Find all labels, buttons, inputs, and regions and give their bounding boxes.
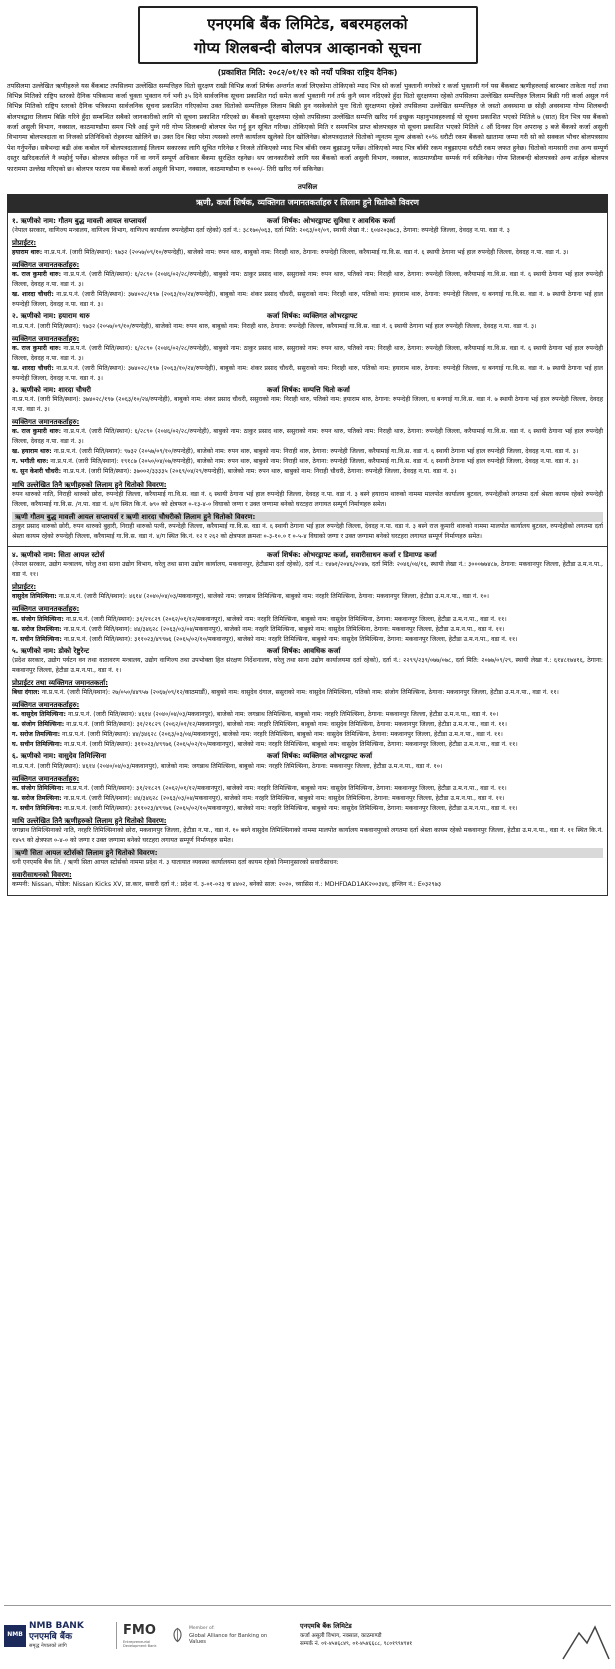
person-details: ना.प्र.प.नं. (जारी मिति/स्थान): ४६१४ (२०४०/०४/०३/मकवानपुर), बाजेको नाम: जगन्नाथ तिमिल्सिना, बाबुको नाम: नरहरि तिमिल्सिना, ठेगाना: मकवानपुर जिल्ला, हेटौडा उ.म.न.पा., वडा नं. १०। xyxy=(67,711,499,719)
section-heading: प्रोप्राईटर: xyxy=(12,583,37,592)
loan-title-row xyxy=(12,550,603,560)
tapsil-label: तपसिल xyxy=(297,182,318,191)
person-name: घ. सचीन तिमिल्सिना: xyxy=(12,741,63,749)
collateral2-heading: ऋणी सिता आयल स्टोर्सको लिलाम हुने धितोको विवरण: xyxy=(12,848,603,858)
guarantor-entry xyxy=(12,467,603,477)
footer-bar xyxy=(4,1605,611,1665)
person-details: ना.प्र.प.नं. (जारी मिति/स्थान): ३७००२/३३३३५ (२०६९/०४/२९/रुपन्देही), बाजेको नाम: रुपन थारु, बाबुको नाम: निराही चौधरी, ठेगाना: रुपन्देही जिल्ला, देवदह न.पा. वडा नं. ३। xyxy=(63,468,457,476)
guarantor-entry xyxy=(12,804,603,814)
person-name: क. राज कुमारी थारु: xyxy=(12,271,62,279)
loan-type: कर्जा शिर्षक: सम्पत्ति धितो कर्जा xyxy=(267,385,350,394)
person-details: ना.प्र.प.नं. (जारी मिति/स्थान): ६/२८९० (२०४६/०२/२८/रुपन्देही), बाबुको नाम: ठाकुर प्रसाद थारु, ससुराको नाम: रुपन थारु, पतिको नाम: निराही थारु, ठेगाना: रुपन्देही जिल्ला, करैयामाई गा.वि.स. वडा नं. ६ स्थायी ठेगाना भई हाल रुपन्देही जिल्ला, देवदह न.पा. वडा नं. ३। xyxy=(12,271,603,289)
mountain-icon xyxy=(561,1621,611,1661)
person-name: ख. शारदा चौधरी: xyxy=(12,364,54,372)
person-name: वासुदेव तिमिल्सिना: xyxy=(12,593,57,601)
person-name: हयाराम थारु: xyxy=(12,249,43,257)
loan-details-blocks xyxy=(4,212,611,896)
person-name: क. राज कुमारी थारु: xyxy=(12,344,62,352)
guarantor-entry xyxy=(12,248,603,258)
guarantor-entry xyxy=(12,784,603,794)
person-details: ना.प्र.प.नं. (जारी मिति/स्थान): ४४/३४६२८ (२०६३/०३/०४/मकवानपुर), बाजेको नाम: नरहरि तिमिल्सिना, बाबुको नाम: वासुदेव तिमिल्सिना, ठेगाना: मकवानपुर जिल्ला, हेटौडा उ.म.न.पा., वडा नं. ११। xyxy=(62,731,503,739)
notice-title-line1: एनएमबि बैंक लिमिटेड, बबरमहलको xyxy=(207,15,408,33)
collateral2-description: ठाकुर प्रसाद थारुको छोरी, रुपन थारुको बुहारी, निराही थारुको पत्नी, रुपन्देही जिल्ला, करैयामाई गा.वि.स. वडा नं. ६ स्थायी ठेगाना भई हाल रुपन्देही जिल्ला, देवदह न.पा. वडा नं. ३ बस्ने राज कुमारी थारुको नाममा मालपोत कार्यालय बुटवल, रुपन्देहीको लगतमा दर्ता श्रेस्ता कायम रहेको रुपन्देही जिल्ला, करैयामाई गा.वि.स. वडा नं. ४/ग स्थित कि.नं. १२ र २६२ को क्षेत्रफल क्रमशः ०-३-१०.० र ०-५-४ विघाको जग्गा र उक्त जग्गामा बनेको घरटहरा लगायत सम्पूर्ण निर्माणहरु समेत। xyxy=(12,522,603,540)
guarantor-entry xyxy=(12,615,603,625)
person-name: घ. सुन केशरी चौधरी: xyxy=(12,468,62,476)
guarantor-entry xyxy=(12,688,603,698)
person-details: ना.प्र.प.नं. (जारी मिति/स्थान): ३१/२१८२९ (२०६२/०१/१२/मकवानपुर), बाजेको नाम: नरहरि तिमिल्सिना, बाबुको नाम: वासुदेव तिमिल्सिना, ठेगाना: मकवानपुर जिल्ला, हेटौडा उ.म.न.पा., वडा नं. ११। xyxy=(66,721,507,729)
person-details: ना.प्र.प.नं. (जारी मिति/स्थान): ३११०२३/४९९७६ (२०६५/०२/१०/मकवानपुर), बाजेको नाम: नरहरि तिमिल्सिना, बाबुको नाम: वासुदेव तिमिल्सिना, ठेगाना: मकवानपुर जिल्ला, हेटौडा उ.म.न.पा., वडा नं. ११। xyxy=(63,804,518,812)
section-heading: व्यक्तिगत जमानतकर्ताहरु: xyxy=(12,334,80,343)
person-details: ना.प्र.प.नं. (जारी मिति/स्थान): ३११०२३/४९९७६ (२०६५/०२/१०/मकवानपुर), बाजेको नाम: नरहरि तिमिल्सिना, बाबुको नाम: वासुदेव तिमिल्सिना, ठेगाना: मकवानपुर जिल्ला, हेटौडा उ.म.न.पा., वडा नं. ११। xyxy=(64,741,518,749)
person-name: ग. भगौती थारु: xyxy=(12,458,49,466)
collateral-description: जगन्नाथ तिमिल्सिनाको नाति, नरहरि तिमिल्सिनाको छोरा, मकवानपुर जिल्ला, हेटौडा न.पा., वडा नं. १० बस्ने वासुदेव तिमिल्सिनाको नाममा मालपोत कार्यालय मकवानपुरको लगतमा दर्ता श्रेस्ता कायम रहेको मकवानपुर जिल्ला, हेटौडा उ.म.न.पा., वडा नं. ११ स्थित कि.नं. १४५९ को क्षेत्रफल ०-४-० को जग्गा र उक्त जग्गामा बनेको घरटहरा लगायत सम्पूर्ण निर्माणहरु समेत। xyxy=(12,827,603,845)
guarantor-entry xyxy=(12,427,603,447)
loan-title-row xyxy=(12,646,603,656)
fmo-logo-mark: FMO xyxy=(123,1623,156,1639)
borrower-name: २. ऋणीको नाम: हयाराम थारु xyxy=(12,312,90,321)
loan-title-row xyxy=(12,311,603,321)
gabv-member-label: Member of: xyxy=(189,1626,215,1631)
borrower-description: (प्रदेश सरकार, उद्योग पर्यटन वन तथा वातावरण मन्त्रालय, उद्योग वाणिज्य तथा उपभोक्ता हित संरक्षण निर्देशनालय, घरेलु तथा साना उद्योग कार्यालयमा दर्ता रहेको), दर्ता नं.: २२९९/२३९/०७७/०७८, दर्ता मिति: २०७७/०९/२९, स्थायी लेखा नं.: ६१४८१७४१६, ठेगाना: मकवानपुर जिल्ला, हेटौडा उ.म.न.पा., वडा नं. १। xyxy=(12,656,603,674)
borrower-description: ना.प्र.प.नं. (जारी मिति/स्थान): ९७३२ (२०५७/०९/१०/रुपन्देही), बाजेको नाम: रुपन थारु, बाबुको नाम: निराही थारु, ठेगाना: रुपन्देही जिल्ला, करैयामाई गा.वि.स. वडा नं. ६ स्थायी ठेगाना भई हाल रुपन्देही जिल्ला, देवदह न.पा. वडा नं. ३। xyxy=(12,322,537,330)
person-details: ना.प्र.प.नं. (जारी मिति/स्थान): ३१/२१८२९ (२०६२/०१/१२/मकवानपुर), बाजेको नाम: नरहरि तिमिल्सिना, बाबुको नाम: वासुदेव तिमिल्सिना, ठेगाना: मकवानपुर जिल्ला, हेटौडा उ.म.न.पा., वडा नं. ११। xyxy=(65,784,507,792)
person-name: क. राज कुमारी थारु: xyxy=(12,428,62,436)
loan-title-row xyxy=(12,216,603,226)
vehicle-heading: सवारीसाधनको विवरण: xyxy=(12,871,72,880)
loan-type: कर्जा शिर्षक: आवधिक कर्जा xyxy=(267,646,341,655)
person-name: ख. सरोज तिमल्सिना: xyxy=(12,794,62,802)
loan-title-row xyxy=(12,751,603,761)
guarantor-entry xyxy=(12,730,603,740)
section-heading: व्यक्तिगत जमानतकर्ताहरु: xyxy=(12,701,80,710)
guarantor-entry xyxy=(12,794,603,804)
loan-type: कर्जा शिर्षक: ओभरड्राफ्ट कर्जा, सवारीसाधन कर्जा र डिमाण्ड कर्जा xyxy=(267,551,437,559)
notice-title-line2: गोप्य शिलबन्दी बोलपत्र आव्हानको सूचना xyxy=(193,39,422,57)
borrower-description: (नेपाल सरकार, वाणिज्य मन्त्रालय, वाणिज्य विभाग, वाणिज्य कार्यालय रुपन्देहीमा दर्ता रहेको) दर्ता नं.: ३८१७०/०६३, दर्ता मिति: २०६३/०१/०९, स्थायी लेखा नं.: ६०४२०३७८३, ठेगाना: रुपन्देही जिल्ला, देवदह न.पा. वडा नं. ३ xyxy=(12,226,510,234)
contact-address: कर्जा असुली विभाग, नक्साल, काठमाण्डौ xyxy=(300,1633,382,1640)
person-details: ना.प्र.प.नं. (जारी मिति/स्थान): १९१८७ (२०५०/०४/०७/रुपन्देही), बाजेको नाम: रुपन थारु, बाबुको नाम: निराही थारु, ठेगाना: रुपन्देही जिल्ला, करैयामाई गा.वि.स. वडा नं. ६ स्थायी ठेगाना भई हाल रुपन्देही जिल्ला, देवदह न.पा. वडा नं. ३। xyxy=(50,458,579,466)
borrower-description: ना.प्र.प.नं. (जारी मिति/स्थान): ४६१४ (२०४०/०४/०३/मकवानपुर), बाजेको नाम: जगन्नाथ तिमिल्सिना, बाबुको नाम: नरहरि तिमिल्सिना, ठेगाना: मकवानपुर जिल्ला, हेटौडा उ.म.न.पा., वडा नं. १०। xyxy=(12,762,443,770)
person-details: ना.प्र.प.नं. (जारी मिति/स्थान): ४४/३४६२८ (२०६३/०३/०४/मकवानपुर), बाजेको नाम: नरहरि तिमिल्सिना, बाबुको नाम: वासुदेव तिमिल्सिना, ठेगाना: मकवानपुर जिल्ला, हेटौडा उ.म.न.पा., वडा नं. ११। xyxy=(63,794,505,802)
borrower-description: (नेपाल सरकार, उद्योग मन्त्रालय, घरेलु तथा साना उद्योग विभाग, घरेलु तथा साना उद्योग कार्यालय, मकवानपुर, हेटौडामा दर्ता रहेको), दर्ता नं.: १४७१/२०४६/२०४७, दर्ता मिति: २०४६/०४/१६, स्थायी लेखा नं.: ३०००७७४८७, ठेगाना: मकवानपुर जिल्ला, हेटौडा उ.म.न.पा., वडा नं. ११। xyxy=(12,561,603,579)
collateral2-description: धनी एनएमबि बैंक लि. / ऋणी सिता आयल स्टोर्सको नाममा प्रदेश नं. ३ यातायात व्यवस्था कार्यालयमा दर्ता कायम रहेको निम्नानुसारको सवारीसाधन: xyxy=(12,859,339,867)
loan-block xyxy=(7,547,608,896)
nmb-tagline: समृद्ध नेपालको लागि xyxy=(29,1642,67,1649)
collateral-description: रुपन थारुको नाति, निराही थारुको छोरा, रुपन्देही जिल्ला, करैयामाई गा.वि.स. वडा नं. ६ स्थायी ठेगाना भई हाल रुपन्देही जिल्ला, देवदह न.पा. वडा नं. ३ बस्ने हयाराम थारुको नाममा मालपोत कार्यालय बुटवल, रुपन्देहीको लगतमा दर्ता श्रेस्ता कायम रहेको रुपन्देही जिल्ला, करैयामाई गा.वि.स. /न.पा. वडा नं. ४/ग स्थित कि.नं. ७९० को क्षेत्रफल ०-१३-४-० विघाको जग्गा र उक्त जग्गामा बनेको घरटहरा लगायत सम्पूर्ण निर्माणहरु समेत। xyxy=(12,490,603,508)
nmb-logo-np: एनएमबि बैंक xyxy=(29,1631,72,1642)
guarantor-entry xyxy=(12,720,603,730)
person-name: ख. संजोग तिमिल्सिना: xyxy=(12,721,65,729)
guarantor-entry xyxy=(12,364,603,384)
person-details: ना.प्र.प.नं. (जारी मिति/स्थान): ६/२८९० (२०४६/०२/२८/रुपन्देही), बाबुको नाम: ठाकुर प्रसाद थारु, ससुराको नाम: रुपन थारु, पतिको नाम: निराही थारु, ठेगाना: रुपन्देही जिल्ला, करैयामाई गा.वि.स. वडा नं. ६ स्थायी ठेगाना भई हाल रुपन्देही जिल्ला, देवदह न.पा. वडा नं. ३। xyxy=(12,428,603,446)
person-details: ना.प्र.प.नं. (जारी मिति/स्थान): ३११०२३/४९९७६ (२०६५/०२/१०/मकवानपुर), बाजेको नाम: नरहरि तिमिल्सिना, बाबुको नाम: वासुदेव तिमिल्सिना, ठेगाना: मकवानपुर जिल्ला, हेटौडा उ.म.न.पा., वडा नं. ११। xyxy=(63,635,518,643)
vehicle-details: कम्पनी: Nissan, मोडेल: Nissan Kicks XV, प्रा.कार, सवारी दर्ता नं.: प्रदेश नं. ३-०१-०२३ च ४४०२, बनेको साल: २०२०, च्यासिस नं.: MDHFDAD1AK२००३४६, इन्जिन नं.: E०३२९७३ xyxy=(12,881,442,889)
person-name: क. संजोग तिमिल्सिना: xyxy=(12,615,64,623)
person-details: ना.प्र.प.नं. (जारी मिति/स्थान): ३७४०२८/१९७ (२०६३/१०/२४/रुपन्देही), बाबुको नाम: शंकर प्रसाद चौधरी, ससुराको नाम: निराही थारु, पतिको नाम: हयाराम थारु, ठेगाना: रुपन्देही जिल्ला, ध बनगाई गा.वि.स. वडा नं. ७ स्थायी ठेगाना भई हाल रुपन्देही जिल्ला, देवदह न.पा. वडा नं. ३। xyxy=(12,364,603,382)
person-details: ना.प्र.प.नं. (जारी मिति/स्थान): २७/०५०/४४९५७ (२०६७/०९/१२/काठमाडौं), बाबुको नाम: वासुदेव दंगाल, ससुराको नाम: वासुदेव तिमिल्सिना, पतिको नाम: संजोग तिमिल्सिना, ठेगाना: मकवानपुर जिल्ला, हेटौडा उ.म.न.पा., वडा नं. ११। xyxy=(41,689,559,697)
section-heading: व्यक्तिगत जमानतकर्ताहरु: xyxy=(12,418,80,427)
loan-type: कर्जा शिर्षक: व्यक्तिगत ओभरड्राफ्ट कर्जा xyxy=(267,752,373,761)
borrower-name: १. ऋणीको नाम: गौतम बुद्ध मावली आयल सप्लायर्स xyxy=(12,216,147,225)
section-heading: प्रोप्राईटर: xyxy=(12,238,37,247)
person-details: ना.प्र.प.नं. (जारी मिति/स्थान): ३१/२१८२९ (२०६२/०१/१२/मकवानपुर), बाजेको नाम: नरहरि तिमिल्सिना, बाबुको नाम: वासुदेव तिमिल्सिना, ठेगाना: मकवानपुर जिल्ला, हेटौडा उ.म.न.पा., वडा नं. ११। xyxy=(65,615,507,623)
guarantor-entry xyxy=(12,740,603,750)
person-details: ना.प्र.प.नं. (जारी मिति/स्थान): ४४/३४६२८ (२०६३/०३/०४/मकवानपुर), बाजेको नाम: नरहरि तिमिल्सिना, बाबुको नाम: वासुदेव तिमिल्सिना, ठेगाना: मकवानपुर जिल्ला, हेटौडा उ.म.न.पा., वडा नं. ११। xyxy=(63,625,505,633)
publication-date: (प्रकाशित मिति: २०८२/०१/१२ को नयाँ पत्रिका राष्ट्रिय दैनिक) xyxy=(217,68,398,77)
person-name: ख. सरोज तिमल्सिना: xyxy=(12,625,62,633)
guarantor-entry xyxy=(12,270,603,290)
gabv-logo xyxy=(170,1626,280,1645)
guarantor-entry xyxy=(12,592,603,602)
nmb-logo-mark: NMB xyxy=(4,1625,26,1647)
section-heading: व्यक्तिगत जमानतकर्ताहरु: xyxy=(12,605,80,614)
loan-type: कर्जा शिर्षक: व्यक्तिगत ओभरड्राफ्ट xyxy=(267,312,358,321)
nmb-logo-en: NMB BANK xyxy=(29,1621,84,1632)
person-name: ख. शारदा चौधरी: xyxy=(12,291,54,299)
fmo-logo xyxy=(116,1622,158,1649)
contact-phone: सम्पर्क नं. ०१-४५४६८४९, ०१-४५४६६८८, ९८०१९९४९४१ xyxy=(300,1641,413,1648)
person-details: ना.प्र.प.नं. (जारी मिति/स्थान): ६/२८९० (२०४६/०२/२८/रुपन्देही), बाबुको नाम: ठाकुर प्रसाद थारु, ससुराको नाम: रुपन थारु, पतिको नाम: निराही थारु, ठेगाना: रुपन्देही जिल्ला, करैयामाई गा.वि.स. वडा नं. ६ स्थायी ठेगाना भई हाल रुपन्देही जिल्ला, देवदह न.पा. वडा नं. ३। xyxy=(12,344,603,362)
person-details: ना.प्र.प.नं. (जारी मिति/स्थान): ३७४०२८/१९७ (२०६३/१०/२४/रुपन्देही), बाबुको नाम: शंकर प्रसाद चौधरी, ससुराको नाम: निराही थारु, पतिको नाम: हयाराम थारु, ठेगाना: रुपन्देही जिल्ला, ध बनगाई गा.वि.स. वडा नं. ७ स्थायी ठेगाना भई हाल रुपन्देही जिल्ला, देवदह न.पा. वडा नं. ३। xyxy=(12,291,603,309)
guarantor-entry xyxy=(12,625,603,635)
fmo-subtitle: Entrepreneurial Development Bank xyxy=(123,1640,157,1648)
borrower-name: ३. ऋणीको नाम: शारदा चौधरी xyxy=(12,385,91,394)
person-details: ना.प्र.प.नं. (जारी मिति/स्थान): ९७३२ (२०५७/०९/१०/रुपन्देही), बाजेको नाम: रुपन थारु, बाबुको नाम: निराही थारु, ठेगाना: रुपन्देही जिल्ला, करैयामाई गा.वि.स. वडा नं. ६ स्थायी ठेगाना भई हाल रुपन्देही जिल्ला, देवदह न.पा. वडा नं. ३। xyxy=(44,249,569,257)
person-name: क. वासुदेव तिमिल्सिना: xyxy=(12,711,66,719)
person-details: ना.प्र.प.नं. (जारी मिति/स्थान): ९७३२ (२०५७/०९/१०/रुपन्देही), बाजेको नाम: रुपन थारु, बाबुको नाम: निराही थारु, ठेगाना: रुपन्देही जिल्ला, करैयामाई गा.वि.स. वडा नं. ६ स्थायी ठेगाना भई हाल रुपन्देही जिल्ला, देवदह न.पा. वडा नं. ३। xyxy=(53,448,579,456)
person-details: ना.प्र.प.नं. (जारी मिति/स्थान): ४६१४ (२०४०/०४/०३/मकवानपुर), बाजेको नाम: जगन्नाथ तिमिल्सिना, बाबुको नाम: नरहरि तिमिल्सिना, ठेगाना: मकवानपुर जिल्ला, हेटौडा उ.म.न.पा., वडा नं. १०। xyxy=(58,593,489,601)
contact-info xyxy=(300,1622,412,1648)
collateral2-heading: ऋणी गौतम बुद्ध मावली आयल सप्लायर्स र ऋणी शारदा चौधरीको लिलाम हुने धितोको विवरण: xyxy=(12,512,603,522)
collateral-heading: माथि उल्लेखित तिनै ऋणीहरुको लिलाम हुने धितोको विवरण: xyxy=(12,480,167,489)
loan-title-row xyxy=(12,385,603,395)
details-table-heading: ऋणी, कर्जा शिर्षक, व्यक्तिगत जमानतकर्ताहरु र लिलाम हुने धितोको विवरण xyxy=(7,194,608,212)
nmb-bank-logo xyxy=(4,1621,104,1650)
borrower-name: ५. ऋणीको नाम: डोको रेष्टुरेन्ट xyxy=(12,646,90,655)
notice-title-box xyxy=(138,6,478,64)
guarantor-entry xyxy=(12,344,603,364)
person-name: ख. हयाराम थारु: xyxy=(12,448,52,456)
gabv-leaf-icon xyxy=(170,1627,185,1643)
contact-bank-name: एनएमबि बैंक लिमिटेड xyxy=(300,1622,352,1631)
borrower-name: ४. ऋणीको नाम: सिता आयल स्टोर्स xyxy=(12,551,105,559)
guarantor-entry xyxy=(12,457,603,467)
person-name: बिधा दंगाल: xyxy=(12,689,40,697)
guarantor-entry xyxy=(12,710,603,720)
loan-type: कर्जा शिर्षक: ओभरड्राफ्ट सुविधा र आवधिक कर्जा xyxy=(267,216,396,225)
borrower-description: ना.प्र.प.नं. (जारी मिति/स्थान): ३७४०२८/१९७ (२०६३/१०/२४/रुपन्देही), बाबुको नाम: शंकर प्रसाद चौधरी, ससुराको नाम: निराही थारु, पतिको नाम: हयाराम थारु, ठेगाना: रुपन्देही जिल्ला, ध बनगाई गा.वि.स. वडा नं. ७ स्थायी ठेगाना भई हाल रुपन्देही जिल्ला, देवदह न.पा. वडा नं. ३। xyxy=(12,396,603,414)
borrower-name: ६. ऋणीको नाम: वासुदेव तिमिल्सिना xyxy=(12,752,107,761)
section-heading: व्यक्तिगत जमानतकर्ताहरु: xyxy=(12,774,80,783)
guarantor-entry xyxy=(12,290,603,310)
guarantor-entry xyxy=(12,635,603,645)
person-name: ग. सचीन तिमिल्सिना: xyxy=(12,635,62,643)
person-name: क. संजोग तिमिल्सिना: xyxy=(12,784,64,792)
person-name: ग. सरोज तिमल्सिना: xyxy=(12,731,61,739)
person-name: ग. सचीन तिमिल्सिना: xyxy=(12,804,62,812)
loan-block xyxy=(7,212,608,547)
gabv-name: Global Alliance for Banking on Values xyxy=(189,1632,268,1645)
guarantor-entry xyxy=(12,447,603,457)
section-heading: प्रोप्राईटर तथा व्यक्तिगत जमानतकर्ता: xyxy=(12,678,108,687)
section-heading: व्यक्तिगत जमानतकर्ताहरु: xyxy=(12,261,80,270)
collateral-heading: माथि उल्लेखित तिनै ऋणीहरुको लिलाम हुने धितोको विवरण: xyxy=(12,816,167,825)
intro-paragraph: तपसिलमा उल्लेखित ऋणीहरुले यस बैंकबाट तपसिलमा उल्लेखित सम्पत्तिहरु धितो सुरक्षण राखी विभिन्न कर्जा शिर्षक अन्तर्गत कर्जा लिएकोमा तोकिएको म्याद भित्र सो कर्जा भुक्तानी नगरेको र कर्जा भुक्तानी गर्न यस बैंकबाट ऋणीहरुलाई बारम्बार ताकेता गर्दा तथा विभिन्न मितिको राष्ट्रिय स्तरको दैनिक पत्रिकामा कर्जा चुक्ता भुक्तान गर्न भनी ३५ दिने सार्वजनिक सूचना प्रकाशित गर्दा समेत कर्जा भुक्तानी गर्न तर्फ कुनै ध्यान नदिएको हुँदा धितो सुरक्षणमा रहेको तपसिलमा उल्लेखित सम्पत्तिहरु लिलाम बिक्री गरी कर्जा असुल गर्न विभिन्न मितिको राष्ट्रिय स्तरको दैनिक पत्रिकामा सार्वजनिक सूचना प्रकाशित गरिएकोमा उक्त धितोको सम्पत्तिहरु लिलाम बिक्री हुन नसकेकोले पुनः धितो सुरक्षणमा रहेको तपसिलमा उल्लेखित सम्पत्तिहरु जे जस्तो अवस्थामा छ सोही अवस्थामा गोप्य शिलबन्दी बोलपत्रद्वारा लिलाम बिक्रि गरिने हुँदा सम्बन्धित सबैको जानकारीको लागि यो सूचना प्रकाशित गरिएको छ। बैंकको सुरक्षणमा रहेको तपसिलमा उल्लेखित सम्पत्ति खरिद गर्न इच्छुक महानुभावहरुलाई यो सूचना प्रकाशित भएको मितिले ७ (सात) दिन भित्र यस बैंकको कर्जा असुली विभाग, नक्साल, काठमाण्डौमा समय भित्रै आई पुग्ने गरी गोप्य शिलबन्दी बोलपत्र पेश गर्नु हुन सूचित गरिन्छ। तोकिएको मिति र समयभित्र प्राप्त बोलपत्रहरु यो सूचना प्रकाशित भएको मितिले ८ औं दिनका दिन अपरान्ह ३ बजे बैंकको कर्जा असुली विभागमा बोलपत्रदाता वा निजको प्रतिनिधिको रोहवरमा खोलिने छ। उक्त दिन बिदा परेमा त्यसको लगत्तै कार्यालय खुलेको दिन खोलिनेछ। बोलपत्रदाताले धितोको न्यूनतम मूल्य अंकको १०% धरौटी रकम बैंकको खातामा जम्मा गरी सो को सक्कल भौचर बोलपत्रसाथ पेश गर्नुपर्नेछ। सबैभन्दा बढी अंक कबोल गर्ने बोलपत्रदातालाई लिलाम सकारका लागि सूचित गरिनेछ र निजले तोकिएको म्याद भित्र बाँकी रकम बुझाउनु पर्नेछ। तोकिएको म्याद भित्र बाँकी रकम नबुझाएमा धरौटी रकम जफत हुनेछ। धितोको नामसारी तथा अन्य सम्पूर्ण दस्तुर खरिदकर्ताले नै व्यहोर्नु पर्नेछ। बोलपत्र स्वीकृत गर्ने वा नगर्ने सम्पूर्ण अधिकार बैंकमा सुरक्षित रहनेछ। थप जानकारीको लागि यस बैंकको कर्जा असुली विभाग, नक्साल, काठमाण्डौमा सम्पर्क गर्न सकिनेछ। गोप्य शिलबन्दी बोलपत्रको अन्य शर्तहरु बोलपत्र फाराममा उल्लेख गरिएको छ। बोलपत्र फाराम यस बैंकको कर्जा असुली विभाग, नक्साल, काठमाण्डौमा रु १०००/- तिरी खरिद गर्न सकिनेछ। xyxy=(7,81,608,173)
